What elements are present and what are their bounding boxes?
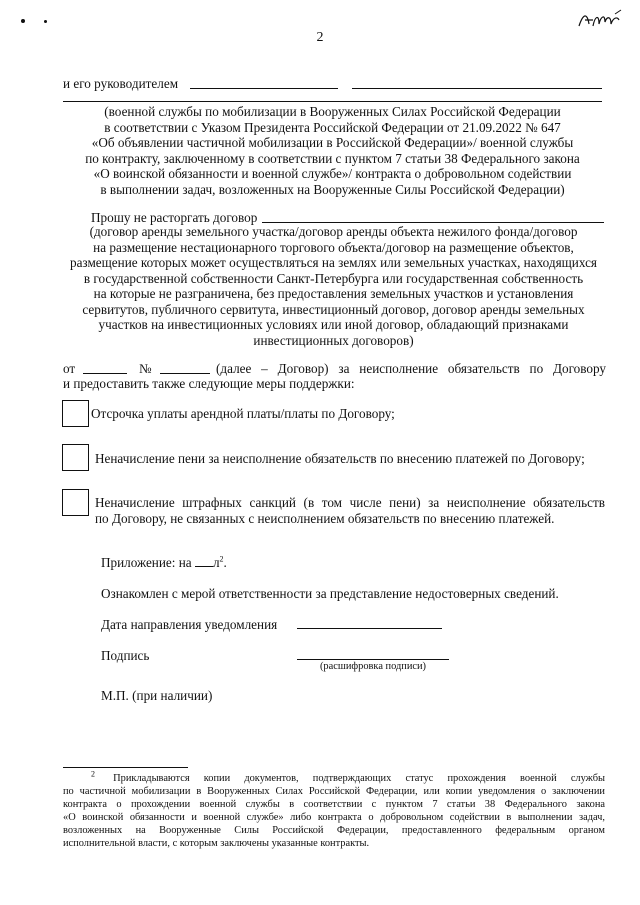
head-blank-line-2 [352, 88, 602, 89]
contract-line: в государственной собственности Санкт-Петербурга или государственная собственность [83, 270, 584, 286]
footnote-line: «О воинской обязанности и военной службе» либо контракта о добровольном содействии в выполнении задач, [63, 812, 605, 823]
footnote-line-1 [63, 769, 605, 785]
service-line: «Об объявлении частичной мобилизации в Российской Федерации»/ военной службы [91, 135, 574, 150]
from-ot: от [63, 361, 76, 376]
acknowledged-text: Ознакомлен с мерой ответственности за представление недостоверных сведений. [101, 586, 559, 601]
option-text-2: Неначисление пени за неисполнение обязательств по внесению платежей по Договору; [95, 451, 585, 466]
scan-dot-right [44, 20, 47, 23]
contract-line: инвестиционных договоров) [253, 332, 414, 348]
signature-blank-line [297, 659, 449, 660]
request-label: Прошу не расторгать договор [91, 210, 258, 225]
service-block [63, 104, 602, 197]
signature-label: Подпись [101, 648, 150, 663]
attachment-suffix: л [212, 555, 220, 570]
from-number-sign: № [139, 361, 152, 376]
signature-decode-caption: (расшифровка подписи) [319, 661, 427, 672]
number-blank-line [160, 373, 210, 374]
option-checkbox-1[interactable] [62, 400, 89, 427]
date-blank-line [83, 373, 127, 374]
service-line: «О воинской обязанности и военной службе»/ контракта о добровольном содействии [93, 166, 572, 181]
attachment-blank [195, 556, 213, 567]
head-blank-line-1 [190, 88, 338, 89]
service-line: по контракту, заключенному в соответствии с пунктом 7 статьи 38 Федерального закона [85, 150, 580, 166]
service-line: в выполнении задач, возложенных на Вооруженные Силы Российской Федерации) [100, 181, 565, 197]
service-line: (военной службы по мобилизации в Вооруженных Силах Российской Федерации [104, 104, 561, 119]
footnote-line: контракта о прохождении военной службы в соответствии с пунктом 7 статьи 38 Федерального закона [63, 799, 605, 810]
contract-description [63, 224, 604, 348]
contract-blank-line [262, 222, 604, 223]
contract-line: сервитутов, публичного сервитута, инвестиционный договор, договор аренды земельных [82, 301, 585, 317]
footnote-text: Прикладываются копии документов, подтверждающих статус прохождения военной службы [113, 773, 605, 784]
date-label: Дата направления уведомления [101, 617, 278, 632]
option-checkbox-3[interactable] [62, 489, 89, 516]
contract-line: на которые не разграничена, без предоставления земельных участков и установления [93, 286, 574, 301]
attachment-line [101, 555, 227, 571]
head-blank-line-3 [63, 101, 602, 102]
option-text-1: Отсрочка уплаты арендной платы/платы по Договору; [91, 406, 395, 421]
contract-line: размещение которых может осуществляться на землях или земельных участках, находящихся [69, 255, 597, 270]
attachment-footnote-ref: 2 [219, 554, 224, 564]
head-label: и его руководителем [63, 76, 179, 91]
contract-line: участков на инвестиционных условиях или иной договор, обладающий признаками [98, 317, 569, 332]
option-checkbox-2[interactable] [62, 444, 89, 471]
contract-line: на размещение нестационарного торгового объекта/договор на размещение объектов, [93, 239, 574, 255]
from-rest: (далее – Договор) за неисполнение обязательств по Договору [216, 361, 606, 376]
contract-line: (договор аренды земельного участка/договор аренды объекта нежилого фонда/договор [89, 224, 578, 239]
footnote-line: исполнительной власти, с которым заключены указанные контракты. [63, 838, 370, 849]
option-text-3-line-2: по Договору, не связанных с неисполнением обязательств по внесению платежей. [95, 511, 555, 526]
scan-dot-left [21, 19, 25, 23]
from-line-2: и предоставить также следующие меры поддержки: [63, 376, 355, 391]
stamp-label: М.П. (при наличии) [101, 688, 213, 703]
attachment-prefix: Приложение: на [101, 555, 192, 570]
date-sent-blank-line [297, 628, 442, 629]
footnote-separator [63, 767, 188, 768]
footnote-line: возложенных на Вооруженные Силы Российской Федерации, предоставленного федеральным органом [63, 825, 605, 836]
option-text-3: Неначисление штрафных санкций (в том числе пени) за неисполнение обязательств [95, 495, 605, 510]
footnote-mark: 2 [91, 769, 95, 779]
service-line: в соответствии с Указом Президента Российской Федерации от 21.09.2022 № 647 [104, 119, 561, 135]
attachment-end: . [223, 555, 227, 570]
footnote-line: по частичной мобилизации в Вооруженных Силах Российской Федерации, или копии уведомления о заключении [63, 786, 605, 797]
footnote [63, 769, 605, 850]
page-number: 2 [316, 30, 324, 45]
